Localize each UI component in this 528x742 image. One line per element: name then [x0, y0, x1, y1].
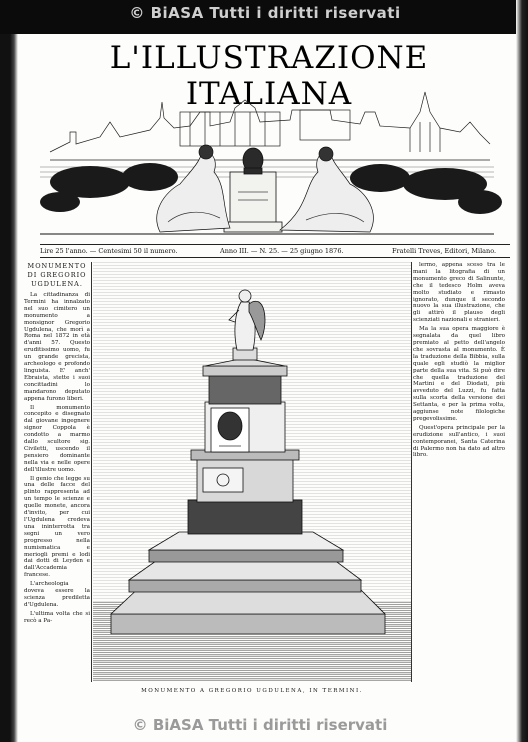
illustration-caption: MONUMENTO A GREGORIO UGDULENA, IN TERMINI.: [141, 688, 363, 694]
article-heading: [24, 262, 90, 289]
heading-line-1: MONUMENTO: [27, 262, 87, 270]
paragraph: Ma la sua opera maggiore è segnalata da quel libro premiato al petto dell'angelo che sovrasta al monumento. È la traduzione della Bibbia, sulla quale egli studiò la miglior parte della sua vita. Si può dire che quella traduzione del Martini e del Diodati, più avveduto del Luzzi, fu fatta sulla scorta della versione dei Settanta, e per la prima volta, aggiunse note filologiche pregevolissime.: [413, 326, 505, 422]
article-column-right: [413, 262, 505, 461]
paragraph: La cittadinanza di Termini ha innalzato nel suo cimitero un monumento a monsignor Gregorio Ugdulena, che morì a Roma nel 1872 in età d'anni 57. Questo eruditissimo uomo, fu un grande grecista, archeologo e profondo linguista. E' anch' Ebraista, stette i suoi concittadini lo mandarono deputato appena furono liberi.: [24, 292, 90, 402]
price-info: Lire 25 l'anno. — Centesimi 50 il numero.: [40, 247, 178, 255]
paragraph: L'archeologia doveva essere la scienza prediletta d'Ugdulena.: [24, 581, 90, 608]
monument-illustration: [93, 262, 411, 682]
issue-info-line: [40, 244, 510, 258]
column-rule-right: [411, 262, 412, 682]
left-scan-border: [0, 34, 18, 742]
paragraph: Il monumento concepito e disegnato dal giovane ingegnere signor Coppola è condotto a marmo dallo scultore sig. Civiletti, uscendo il pensiero dominante nella via e nelle opere dell'illustre uomo.: [24, 404, 90, 473]
paragraph: L'ultima volta che si recò a Pa-: [24, 610, 90, 624]
paragraph: Quest'opera principale per la erudizione sull'antico, i suoi contemporanei, Santa Caterina di Palermo non ha dato ad altro libro.: [413, 424, 505, 459]
left-column-text: [24, 292, 90, 625]
right-scan-border: [516, 0, 528, 742]
article-column-left: [24, 262, 90, 627]
masthead-engraving: [30, 82, 504, 242]
central-pedestal: [224, 148, 282, 232]
seated-figure-left: [157, 145, 230, 232]
watermark-bottom: © BiASA Tutti i diritti riservati: [132, 716, 388, 734]
paragraph: Il genio che legge su una delle facce del plinto rappresenta ad un tempo le scienze e quelle monete, ancora d'invito, per cui l'Ugdulena credeva una ininterrotta tra segni un vero progresso nella numismatica e meriogli premi e lodi dai dotti di Leyden e dall'Accademia francese.: [24, 475, 90, 579]
watermark-top: © BiASA Tutti i diritti riservati: [129, 4, 401, 22]
right-column-text: [413, 262, 505, 459]
heading-line-2: DI GREGORIO UGDULENA.: [27, 271, 87, 288]
column-rule-left: [91, 262, 92, 682]
issue-number: Anno III. — N. 25. — 25 giugno 1876.: [220, 247, 344, 255]
paragraph: lermo, appena sceso tra le mani la litografia di un monumento greco di Salinunte, che il tedesco Holm aveva molto studiato e rimasto ignorato, dunque il secondo nuovo la sua illustrazione, che gli attirò il plauso degli scienziati nazionali e stranieri.: [413, 262, 505, 324]
city-skyline: [50, 92, 490, 160]
publisher-info: Fratelli Treves, Editori, Milano.: [392, 247, 497, 255]
masthead-title: L'ILLUSTRAZIONE ITALIANA: [109, 40, 429, 112]
